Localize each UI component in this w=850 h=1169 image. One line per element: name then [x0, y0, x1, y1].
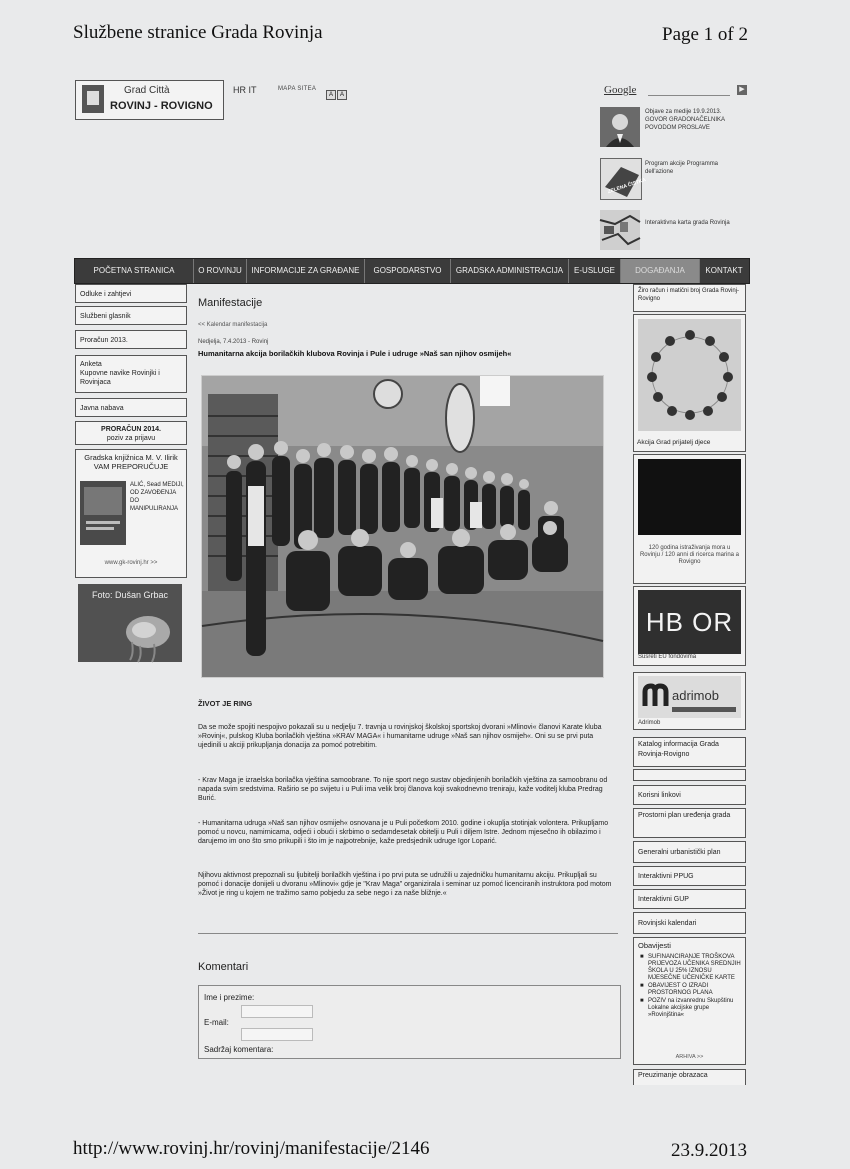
search-input[interactable]: [648, 85, 730, 96]
font-small-button[interactable]: A: [326, 90, 336, 100]
article-paragraph-3: - Humanitarna udruga »Naš san njihov osmijeh« osnovana je u Puli početkom 2010. godine i okuplja stotinjak volontera. Prikupljamo pomoć u novcu, namirnicama, odjeći i obući i skrbimo o sedamdesetak obitelji u Puli i diljem Istre. Jednom mjesečno ih obilazimo i darujemo im ono što smo prikupili i što im je najpotrebnije, kaže predsjednik udruge Igor Loparić.: [198, 820, 609, 845]
nav-e-services[interactable]: E-USLUGE: [569, 259, 621, 283]
content-divider: [198, 933, 618, 934]
survey-title: Anketa: [80, 361, 102, 368]
main-navigation: [74, 258, 750, 284]
library-link[interactable]: www.gk-rovinj.hr >>: [104, 560, 158, 566]
book-info[interactable]: ALIĆ, Sead MEDIJI, OD ZAVOĐENJA DO MANIPULIRANJA: [130, 482, 184, 512]
font-large-button[interactable]: A: [337, 90, 347, 100]
bullet-icon: ■: [640, 983, 644, 989]
nav-administration[interactable]: GRADSKA ADMINISTRACIJA: [451, 259, 569, 283]
library-title: Gradska knjižnica M. V. Ilirik VAM PREPORUČUJE: [84, 453, 178, 471]
archive-link[interactable]: ARHIVA >>: [675, 1054, 704, 1060]
bank-account-link[interactable]: Žiro račun i matični broj Grada Rovinj-Rovigno: [633, 284, 746, 312]
coat-of-arms-icon: [82, 85, 104, 113]
survey-text[interactable]: Kupovne navike Rovinjki i Rovinjaca: [80, 370, 160, 386]
green-cleanup-icon: [601, 159, 647, 199]
budget-2014-title: PRORAČUN 2014.: [101, 426, 161, 433]
notice-text[interactable]: SUFINANCIRANJE TROŠKOVA PRIJEVOZA UČENIKA SREDNJIH ŠKOLA U 25% IZNOSU MJESEČNE UČENIČKE KARTE: [648, 954, 741, 981]
news-item-map[interactable]: Interaktivna karta grada Rovinja: [645, 220, 730, 226]
eu-funds-caption: Susreti EU fondovima: [638, 654, 697, 660]
sidebar-item-decisions[interactable]: Odluke i zahtjevi: [75, 284, 187, 303]
useful-links[interactable]: Korisni linkovi: [633, 785, 746, 805]
adrimob-logo: [638, 676, 741, 718]
hbor-logo: HB OR: [638, 590, 741, 654]
print-footer-date: 23.9.2013: [671, 1140, 747, 1161]
marine-research-box[interactable]: [633, 454, 746, 584]
notice-item[interactable]: [638, 998, 741, 1019]
sidebar-item-public-procurement[interactable]: Javna nabava: [75, 398, 187, 417]
marine-research-image: [638, 459, 741, 535]
section-heading: ŽIVOT JE RING: [198, 699, 253, 708]
library-recommendation: [75, 449, 187, 578]
nav-citizens[interactable]: INFORMACIJE ZA GRAĐANE: [247, 259, 365, 283]
marine-research-caption: 120 godina istraživanja mora u Rovinju / 120 anni di ricerca marina a Rovigno: [639, 545, 740, 565]
back-to-calendar-link[interactable]: << Kalendar manifestacija: [198, 322, 268, 328]
city-map-thumb[interactable]: [600, 210, 640, 250]
green-cleanup-thumb[interactable]: [600, 158, 647, 200]
forms-download-link[interactable]: Preuzimanje obrazaca: [633, 1069, 746, 1085]
spatial-plan-link[interactable]: Prostorni plan uređenja grada: [633, 808, 746, 838]
logo-line-2: ROVINJ - ROVIGNO: [110, 100, 213, 112]
adrimob-box[interactable]: [633, 672, 746, 730]
urban-plan-link[interactable]: Generalni urbanistički plan: [633, 841, 746, 863]
article-paragraph-4: Njihovu aktivnost prepoznali su ljubitelji borilačkih vještina i po prvi puta se udružili u zajedničku humanitarnu akciju. Prikupljali su pomoć i donacije donijeli u dvoranu »Mlinovi« gdje je "Krav Maga" organizirala i seminar uz pomoć licenciranih instruktora pod motom »Život je ring u kojem ne tražimo samo pobjedu za sebe nego i za naše bližnje.«: [198, 872, 612, 897]
budget-2014-subtitle: poziv za prijavu: [106, 435, 156, 442]
search-button[interactable]: ▶: [737, 85, 747, 95]
article-paragraph-2: - Krav Maga je izraelska borilačka vještina samoobrane. To nije sport nego sustav objedinjenih borilačkih vještina za samoobranu od napada svim sredstvima. Raširio se po svijetu i u Puli ima velik broj članova koji svakodnevno treniraju, kaže voditelj kluba Predrag Burić.: [198, 777, 608, 802]
site-logo[interactable]: [75, 80, 224, 120]
nav-home[interactable]: POČETNA STRANICA: [75, 259, 194, 283]
comment-content-label: Sadržaj komentara:: [204, 1045, 274, 1054]
mayor-photo[interactable]: [600, 107, 640, 147]
sidebar-survey[interactable]: [75, 355, 187, 393]
notices-title: Obavijesti: [638, 941, 671, 950]
notice-text[interactable]: OBAVIJEST O IZRADI PROSTORNOG PLANA: [648, 983, 713, 996]
comments-title: Komentari: [198, 961, 249, 973]
nav-contact[interactable]: KONTAKT: [705, 266, 743, 275]
rovinj-calendars-link[interactable]: Rovinjski kalendari: [633, 912, 746, 934]
book-cover[interactable]: [80, 481, 126, 545]
name-label: Ime i prezime:: [204, 993, 255, 1002]
print-page-number: Page 1 of 2: [662, 24, 749, 45]
print-footer-url: http://www.rovinj.hr/rovinj/manifestacije/2146: [73, 1138, 430, 1159]
article-photo[interactable]: [201, 375, 604, 678]
adrimob-bar: [672, 707, 736, 712]
article-date: Nedjelja, 7.4.2013 - Rovinj: [198, 339, 269, 345]
adrimob-wordmark: adrimob: [672, 688, 719, 703]
notices-box: [633, 937, 746, 1065]
green-cleanup-label: ZELENA ČISTKA: [607, 177, 647, 196]
interactive-ppug-link[interactable]: Interaktivni PPUG: [633, 866, 746, 886]
portrait-icon: [600, 107, 640, 147]
font-size-controls: [326, 83, 348, 101]
nav-about[interactable]: O ROVINJU: [194, 259, 247, 283]
language-switcher[interactable]: HR IT: [233, 85, 257, 95]
interactive-gup-link[interactable]: Interaktivni GUP: [633, 889, 746, 909]
eu-funds-box[interactable]: [633, 586, 746, 666]
article-title: Humanitarna akcija borilačkih klubova Rovinja i Pule i udruge »Naš san njihov osmijeh«: [198, 349, 512, 358]
sidebar-item-gazette[interactable]: Službeni glasnik: [75, 306, 187, 325]
bullet-icon: ■: [640, 998, 644, 1004]
article-paragraph-1: Da se može spojiti nespojivo pokazali su u nedjelju 7. travnja u rovinjskoj školskoj sportskoj dvorani »Mlinovi« članovi Karate kluba »Rovinj«, pulskog Kluba borilačkih vještina »KRAV MAGA« i humanitarne udruge »Naš san njihov osmijeh«. Oni su se prvi puta ujedinili u akciji prikupljanja donacija za pomoć potrebitim.: [198, 724, 602, 749]
child-friendly-city-box[interactable]: [633, 314, 746, 452]
print-header-title: Službene stranice Grada Rovinja: [73, 22, 323, 43]
adrimob-caption: Adrimob: [638, 720, 661, 726]
adrimob-icon: [642, 684, 668, 708]
sidebar-budget-2014[interactable]: [75, 421, 187, 445]
bullet-icon: ■: [640, 954, 644, 960]
info-catalog-link[interactable]: Katalog informacija Grada Rovinja-Rovigno: [633, 737, 746, 767]
name-field[interactable]: [241, 1005, 313, 1018]
email-label: E-mail:: [204, 1018, 229, 1027]
sitemap-link[interactable]: MAPA SITEA: [278, 86, 317, 92]
google-search-label: Google: [604, 84, 637, 96]
children-hands-image: [638, 319, 741, 431]
notice-text[interactable]: POZIV na izvanrednu Skupštinu Lokalne akcijske grupe »Rovinjština«: [648, 998, 734, 1018]
email-field[interactable]: [241, 1028, 313, 1041]
map-icon: [600, 210, 640, 250]
group-photo: [202, 376, 603, 677]
news-item-program[interactable]: Program akcije Programma dell'azione: [645, 161, 719, 175]
child-friendly-caption: Akcija Grad prijatelj djece: [637, 439, 711, 446]
comment-form: [198, 985, 621, 1059]
sidebar-photo[interactable]: [78, 584, 182, 662]
nav-economy[interactable]: GOSPODARSTVO: [365, 259, 451, 283]
blank-link-box: [633, 769, 746, 781]
notice-item[interactable]: [638, 954, 741, 982]
photo-credit: Foto: Dušan Grbac: [92, 590, 169, 600]
book-cover-image: [80, 481, 126, 545]
sidebar-item-budget-2013[interactable]: Proračun 2013.: [75, 330, 187, 349]
nav-events[interactable]: DOGAĐANJA: [621, 259, 700, 283]
page-title: Manifestacije: [198, 297, 263, 309]
notice-item[interactable]: [638, 983, 741, 997]
news-item-press[interactable]: Objave za medije 19.9.2013. GOVOR GRADONAČELNIKA POVODOM PROSLAVE: [645, 109, 725, 131]
logo-line-1: Grad Città: [124, 85, 170, 96]
